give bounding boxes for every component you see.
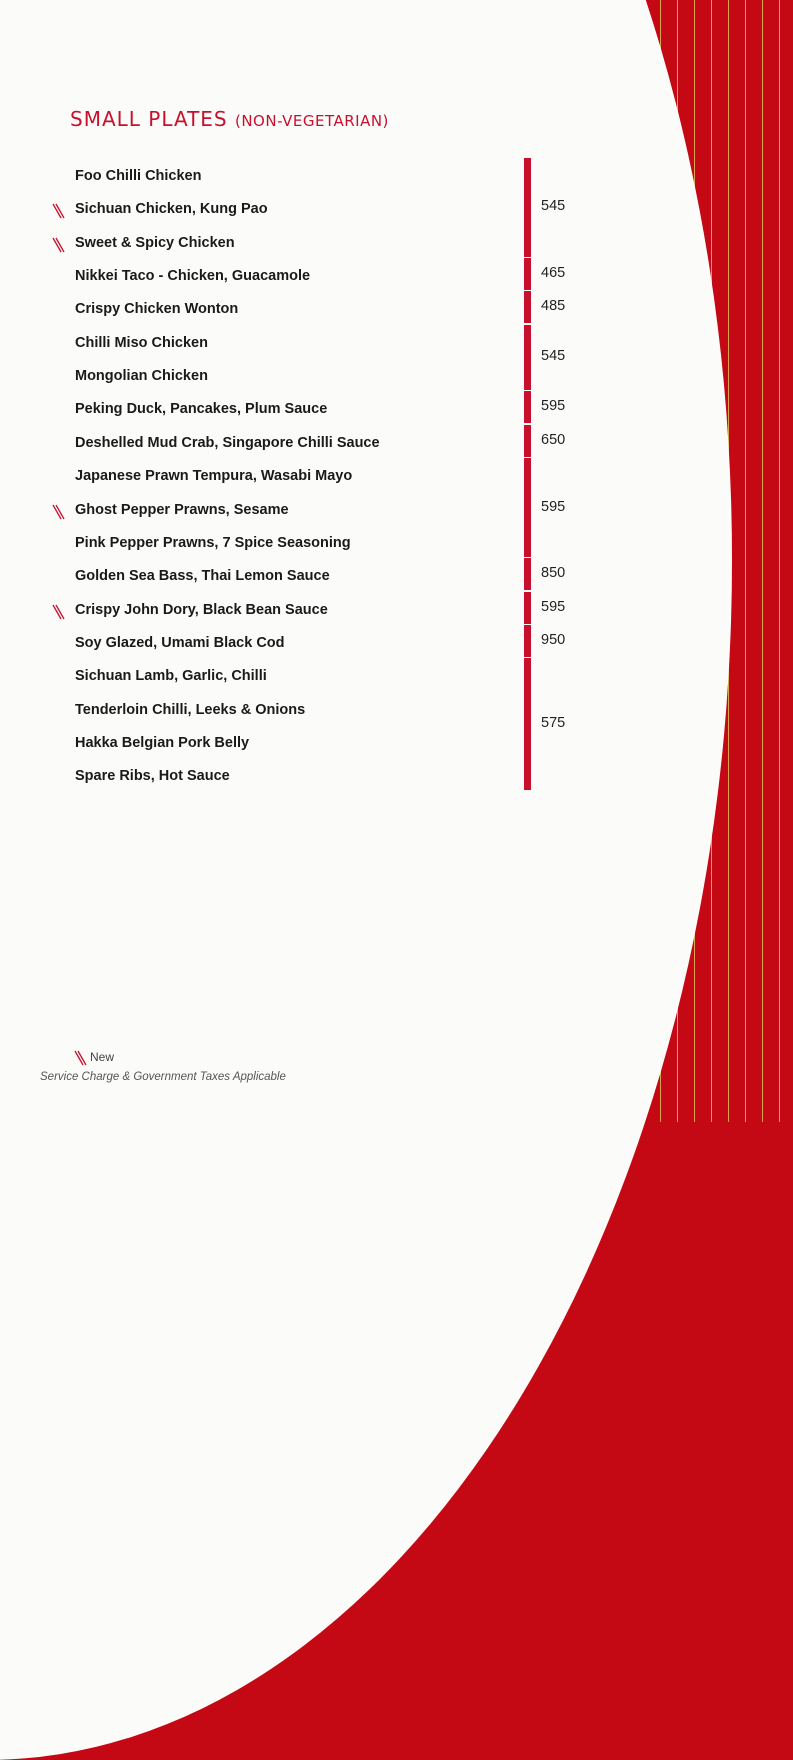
menu-item: Chilli Miso Chicken xyxy=(75,334,208,351)
price-label: 850 xyxy=(541,565,566,582)
price-group-bar xyxy=(524,425,531,457)
price-group-bar xyxy=(524,558,531,590)
price-label: 575 xyxy=(541,715,566,732)
price-label: 545 xyxy=(541,348,566,365)
legend-new-label: New xyxy=(90,1050,115,1064)
menu-item: Sichuan Lamb, Garlic, Chilli xyxy=(75,668,267,685)
menu-item: Soy Glazed, Umami Black Cod xyxy=(75,634,285,651)
menu-item: Pink Pepper Prawns, 7 Spice Seasoning xyxy=(75,534,351,551)
section-title-subtitle: (NON-VEGETARIAN) xyxy=(234,112,389,130)
chopsticks-icon xyxy=(51,203,65,219)
menu-item: Sichuan Chicken, Kung Pao xyxy=(75,201,268,218)
menu-item: Nikkei Taco - Chicken, Guacamole xyxy=(75,268,311,285)
price-label: 485 xyxy=(541,298,566,315)
chopsticks-icon xyxy=(51,604,65,620)
chopsticks-icon xyxy=(51,504,65,520)
price-label: 465 xyxy=(541,265,566,282)
menu-item: Sweet & Spicy Chicken xyxy=(75,234,235,251)
menu-item: Crispy Chicken Wonton xyxy=(75,301,239,318)
section-title xyxy=(70,107,389,131)
price-label: 595 xyxy=(541,598,566,615)
price-group-bar xyxy=(524,291,531,323)
price-group-bar xyxy=(524,391,531,423)
price-group-bar xyxy=(524,325,531,390)
price-group-bar xyxy=(524,658,531,790)
menu-item: Ghost Pepper Prawns, Sesame xyxy=(75,501,289,518)
tax-note: Service Charge & Government Taxes Applicable xyxy=(40,1071,286,1083)
price-label: 595 xyxy=(541,398,566,415)
menu-item: Hakka Belgian Pork Belly xyxy=(75,734,250,751)
menu-item: Golden Sea Bass, Thai Lemon Sauce xyxy=(75,568,330,585)
section-title-main: SMALL PLATES xyxy=(70,107,228,131)
menu-item: Deshelled Mud Crab, Singapore Chilli Sauce xyxy=(75,434,380,451)
price-group-bar xyxy=(524,592,531,624)
price-label: 950 xyxy=(541,631,566,648)
price-label: 595 xyxy=(541,498,566,515)
menu-item: Spare Ribs, Hot Sauce xyxy=(75,768,230,785)
chopsticks-icon xyxy=(51,237,65,253)
menu-item: Tenderloin Chilli, Leeks & Onions xyxy=(75,701,306,718)
price-group-bar xyxy=(524,158,531,257)
menu-item: Crispy John Dory, Black Bean Sauce xyxy=(75,601,328,618)
price-group-bar xyxy=(524,458,531,557)
price-group-bar xyxy=(524,258,531,290)
menu-item: Japanese Prawn Tempura, Wasabi Mayo xyxy=(75,468,353,485)
price-group-bar xyxy=(524,625,531,657)
price-label: 545 xyxy=(541,198,566,215)
menu-item: Peking Duck, Pancakes, Plum Sauce xyxy=(75,401,328,418)
chopsticks-icon xyxy=(73,1050,87,1066)
price-label: 650 xyxy=(541,431,566,448)
menu-item: Mongolian Chicken xyxy=(75,368,208,385)
menu-item: Foo Chilli Chicken xyxy=(75,168,202,184)
